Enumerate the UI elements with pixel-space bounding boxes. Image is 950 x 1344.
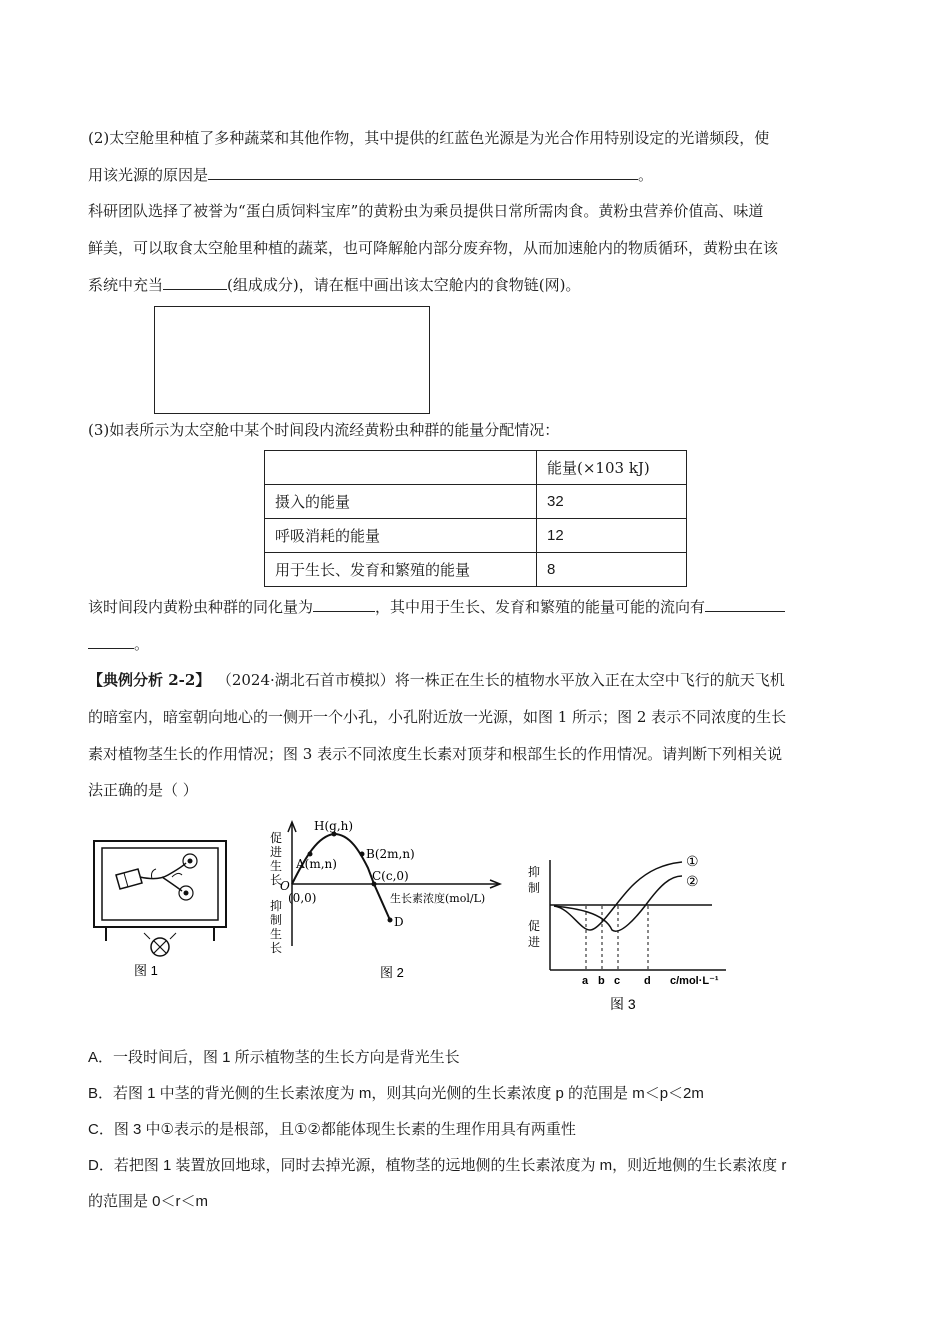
table-header-row bbox=[265, 451, 687, 485]
fig2-y-up-2: 进 bbox=[270, 845, 283, 859]
fig2-y-down-3: 生 bbox=[270, 927, 283, 941]
fig2-point-b: B(2m,n) bbox=[366, 847, 415, 861]
option-d[interactable]: D．若把图 1 装置放回地球，同时去掉光源，植物茎的远地侧的生长素浓度为 m，则近地侧的生长素浓度 r bbox=[88, 1157, 787, 1174]
fig2-y-down-1: 抑 bbox=[270, 899, 283, 913]
q2-line-5-suffix: (组成成分)，请在框中画出该太空舱内的食物链(网)。 bbox=[227, 276, 581, 294]
figure-3 bbox=[524, 846, 744, 1021]
energy-table bbox=[264, 450, 687, 587]
q2-line-1: (2)太空舱里种植了多种蔬菜和其他作物，其中提供的红蓝色光源是为光合作用特别设定的光谱频段，使 bbox=[88, 129, 770, 147]
light-source-icon bbox=[144, 933, 176, 956]
fig2-point-a: A(m,n) bbox=[296, 857, 337, 871]
table-cell: 12 bbox=[537, 519, 687, 553]
fig3-tick-c: c bbox=[614, 975, 621, 987]
figure-1 bbox=[90, 835, 250, 985]
q3-after-line bbox=[88, 597, 785, 617]
table-row bbox=[265, 485, 687, 519]
q3-after-end: 。 bbox=[134, 635, 150, 653]
table-header-cell: 能量(×103 kJ) bbox=[537, 451, 687, 485]
answer-blank-component[interactable] bbox=[163, 275, 227, 290]
q2-line-5-prefix: 系统中充当 bbox=[88, 276, 164, 294]
fig2-caption: 图 2 bbox=[380, 965, 404, 980]
fig2-point-d: D bbox=[394, 915, 404, 929]
fig3-tick-d: d bbox=[644, 975, 651, 987]
q2-line-2-prefix: 用该光源的原因是 bbox=[88, 166, 209, 184]
answer-blank-energy-flow[interactable] bbox=[705, 597, 785, 612]
fig2-origin-o: O bbox=[280, 879, 290, 893]
answer-blank-assimilation[interactable] bbox=[313, 597, 375, 612]
q2-line-4: 鲜美，可以取食太空舱里种植的蔬菜，也可降解舱内部分废弃物，从而加速舱内的物质循环，黄粉虫在该 bbox=[88, 239, 779, 257]
q2-line-2-end: 。 bbox=[638, 166, 654, 184]
fig2-y-up-4: 长 bbox=[270, 873, 283, 887]
q2-line-3: 科研团队选择了被誉为“蛋白质饲料宝库”的黄粉虫为乘员提供日常所需肉食。黄粉虫营养价值高、味道 bbox=[88, 202, 764, 220]
figure-2 bbox=[266, 812, 516, 987]
q3-intro: (3)如表所示为太空舱中某个时间段内流经黄粉虫种群的能量分配情况： bbox=[88, 421, 560, 439]
fig2-y-up-1: 促 bbox=[270, 831, 283, 845]
fig3-curve-1-label: ① bbox=[686, 854, 699, 870]
option-d-continued[interactable]: 的范围是 0＜r＜m bbox=[88, 1193, 209, 1210]
fig3-curve-2-label: ② bbox=[686, 874, 699, 890]
example-tag: 【典例分析 2-2】 bbox=[88, 671, 211, 689]
q3-after-prefix: 该时间段内黄粉虫种群的同化量为 bbox=[88, 598, 314, 616]
answer-blank-energy-flow-cont[interactable] bbox=[88, 634, 134, 649]
table-cell: 8 bbox=[537, 553, 687, 587]
q3-after-line-2 bbox=[88, 634, 149, 654]
table-row bbox=[265, 519, 687, 553]
fig3-y-down-2: 进 bbox=[528, 935, 541, 949]
fig3-x-label: c/mol·L⁻¹ bbox=[670, 975, 719, 987]
fig2-y-up-3: 生 bbox=[270, 859, 283, 873]
q2-line-5 bbox=[88, 275, 580, 295]
fig2-x-label: 生长素浓度(mol/L) bbox=[390, 892, 486, 905]
fig2-point-h: H(g,h) bbox=[314, 819, 354, 833]
fig2-point-c: C(c,0) bbox=[372, 869, 409, 883]
example-source: （2024·湖北石首市模拟）将一株正在生长的植物水平放入正在太空中飞行的航天飞机 bbox=[224, 671, 785, 689]
fig3-y-up-2: 制 bbox=[528, 881, 541, 895]
fig1-caption: 图 1 bbox=[134, 963, 158, 978]
table-cell: 用于生长、发育和繁殖的能量 bbox=[265, 553, 537, 587]
fig3-tick-b: b bbox=[598, 975, 605, 987]
fig3-y-up-1: 抑 bbox=[528, 865, 541, 879]
fig3-y-down-1: 促 bbox=[528, 919, 541, 933]
example-line-2: 的暗室内，暗室朝向地心的一侧开一个小孔，小孔附近放一光源，如图 1 所示；图 2 表示不同浓度的生长 bbox=[88, 708, 787, 726]
fig2-origin: (0,0) bbox=[288, 891, 317, 905]
table-cell: 32 bbox=[537, 485, 687, 519]
plant-icon bbox=[116, 854, 197, 900]
table-header-cell bbox=[265, 451, 537, 485]
fig2-y-down-2: 制 bbox=[270, 913, 283, 927]
answer-blank-light-reason[interactable] bbox=[208, 165, 638, 180]
option-c[interactable]: C．图 3 中①表示的是根部，且①②都能体现生长素的生理作用具有两重性 bbox=[88, 1121, 576, 1138]
option-a[interactable]: A．一段时间后，图 1 所示植物茎的生长方向是背光生长 bbox=[88, 1049, 460, 1066]
fig3-tick-a: a bbox=[582, 975, 589, 987]
table-cell: 呼吸消耗的能量 bbox=[265, 519, 537, 553]
option-b[interactable]: B．若图 1 中茎的背光侧的生长素浓度为 m，则其向光侧的生长素浓度 p 的范围是 m＜p＜2m bbox=[88, 1085, 704, 1102]
fig2-y-down-4: 长 bbox=[270, 941, 283, 955]
q2-line-2 bbox=[88, 165, 653, 185]
table-cell: 摄入的能量 bbox=[265, 485, 537, 519]
table-row bbox=[265, 553, 687, 587]
q3-after-middle: ，其中用于生长、发育和繁殖的能量可能的流向有 bbox=[375, 598, 706, 616]
example-line-4: 法正确的是（ ） bbox=[88, 781, 198, 799]
example-line-1 bbox=[88, 670, 785, 690]
fig3-caption: 图 3 bbox=[610, 996, 636, 1012]
example-line-3: 素对植物茎生长的作用情况；图 3 表示不同浓度生长素对顶芽和根部生长的作用情况。请判断下列相关说 bbox=[88, 745, 783, 763]
food-web-drawing-box[interactable] bbox=[154, 306, 430, 414]
